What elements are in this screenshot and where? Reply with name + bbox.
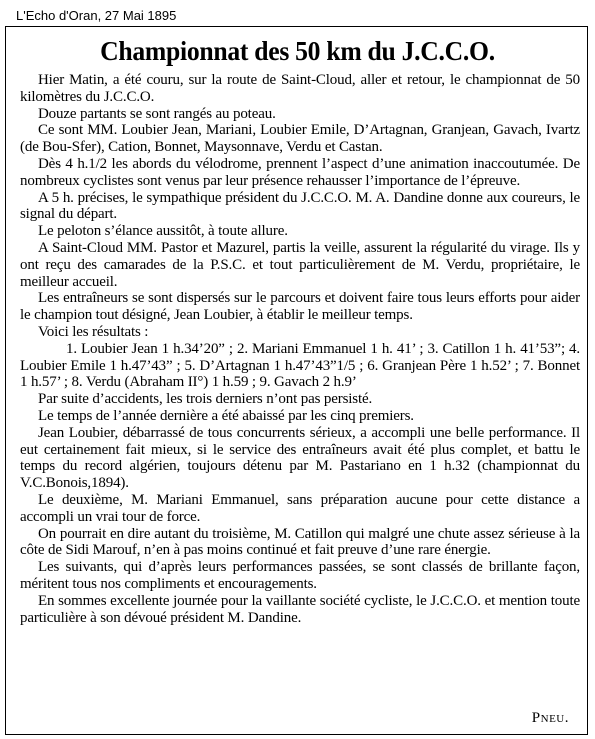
paragraph-2: Douze partants se sont rangés au poteau.	[38, 105, 276, 122]
paragraph-13: Le deuxième, M. Mariani Emmanuel, sans préparation aucune pour cette distance a accompli un vrai tour de force.	[20, 491, 580, 525]
results-paragraph: 1. Loubier Jean 1 h.34’20” ; 2. Mariani Emmanuel 1 h. 41’ ; 3. Catillon 1 h. 41’53”; 4. Loubier Emile 1 h.47’43” ; 5. D’Artagnan 1 h.47’43”1/5 ; 6. Granjean Père 1 h.52’ ; 7. Bonnet 1 h.57’ ; 8. Verdu (Abraham II°) 1 h.59 ; 9. Gavach 2 h.9’	[20, 340, 580, 391]
article-title: Championnat des 50 km du J.C.C.O.	[100, 36, 495, 66]
paragraph-14: On pourrait en dire autant du troisième, M. Catillon qui malgré une chute assez sérieuse à la côte de Sidi Marouf, n’en à pas moins continué et fait preuve d’une rare énergie.	[20, 525, 580, 559]
paragraph-10: Par suite d’accidents, les trois derniers n’ont pas persisté.	[38, 391, 373, 408]
paragraph-8: Les entraîneurs se sont dispersés sur le parcours et doivent faire tous leurs efforts pour aider le champion tout désigné, Jean Loubier, à établir le meilleur temps.	[20, 290, 580, 324]
paragraph-15: Les suivants, qui d’après leurs performances passées, se sont classés de brillante façon, méritent tous nos compliments et encouragements.	[20, 559, 580, 592]
signature: Pneu.	[531, 710, 569, 726]
paragraph-5: A 5 h. précises, le sympathique président du J.C.C.O. M. A. Dandine donne aux coureurs, le signal du départ.	[20, 189, 580, 223]
paragraph-1: Hier Matin, a été couru, sur la route de Saint-Cloud, aller et retour, le championnat de 50 kilomètres du J.C.C.O.	[20, 72, 580, 105]
paragraph-4: Dès 4 h.1/2 les abords du vélodrome, prennent l’aspect d’une animation inaccoutumée. De nombreux cyclistes sont venus par leur présence rehausser l’importance de l’épreuve.	[20, 155, 580, 189]
paragraph-6: Le peloton s’élance aussitôt, à toute allure.	[38, 223, 288, 240]
paragraph-7: A Saint-Cloud MM. Pastor et Mazurel, partis la veille, assurent la régularité du virage. Ils y ont reçu des camarades de la P.S.C. et tout particulièrement de M. Verdu, propriétaire, le meilleur accueil.	[20, 239, 580, 290]
paragraph-3: Ce sont MM. Loubier Jean, Mariani, Loubier Emile, D’Artagnan, Granjean, Gavach, Ivartz (de Bou-Sfer), Cation, Bonnet, Maysonnave, Verdu et Castan.	[20, 122, 580, 156]
paragraph-12: Jean Loubier, débarrassé de tous concurrents sérieux, a accompli une belle performance. Il eut certainement fait mieux, si le service des entraîneurs avait été plus complet, et battu le temps du record algérien, toujours détenu par M. Pastariano en 1 h.32 (championnat du V.C.Bonois,1894).	[20, 424, 580, 492]
paragraph-16: En sommes excellente journée pour la vaillante société cycliste, le J.C.C.O. et mention toute particulière à son dévoué président M. Dandine.	[20, 592, 580, 626]
article-body	[20, 72, 580, 626]
paragraph-11: Le temps de l’année dernière a été abaissé par les cinq premiers.	[38, 407, 414, 424]
source-line: L'Echo d'Oran, 27 Mai 1895	[16, 8, 177, 23]
paragraph-9: Voici les résultats :	[38, 323, 149, 340]
